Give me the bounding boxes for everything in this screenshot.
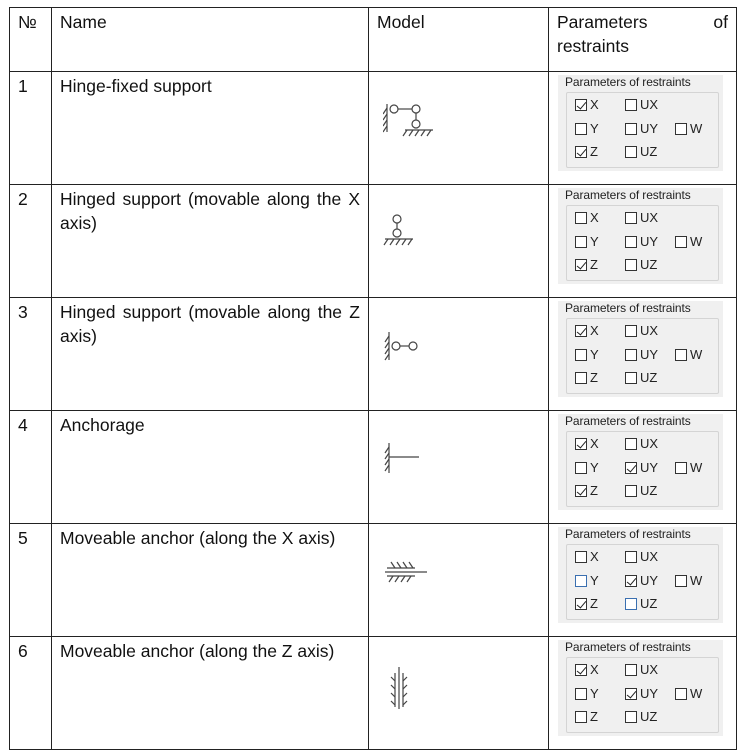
row-name-cell [52,637,369,750]
row-parameters-cell [549,411,737,524]
checkbox-label: UX [640,210,659,225]
checkbox-label: X [590,97,599,112]
row-model-cell [369,298,549,411]
row-parameters-cell [549,298,737,411]
checkbox-label: Z [590,257,598,272]
checkbox-box[interactable] [625,349,637,361]
checkbox-z[interactable] [575,253,598,277]
panel-title: Parameters of restraints [565,414,691,428]
checkbox-label: Y [590,573,599,588]
checkbox-ux[interactable] [625,319,658,343]
checkbox-box[interactable] [575,462,587,474]
row-name-cell [52,524,369,637]
row-number: 3 [10,298,52,411]
checkbox-label: UZ [640,257,658,272]
restraints-panel [558,527,723,623]
checkbox-box[interactable] [625,688,637,700]
checkbox-uz[interactable] [625,479,657,503]
row-number: 6 [10,637,52,750]
row-name-cell [52,72,369,185]
checkbox-z[interactable] [575,592,598,616]
checkbox-label: UY [640,234,659,249]
row-number: 1 [10,72,52,185]
restraints-panel [558,75,723,171]
header-parameters [549,8,737,72]
checkbox-uy[interactable] [625,682,658,706]
checkbox-label: W [690,460,703,475]
row-number: 4 [10,411,52,524]
checkbox-label: W [690,686,703,701]
checkbox-ux[interactable] [625,658,658,682]
table-row [10,411,737,524]
checkbox-z[interactable] [575,140,598,164]
checkbox-label: UX [640,436,659,451]
checkbox-box[interactable] [575,598,587,610]
checkbox-label: UY [640,460,659,475]
checkbox-w[interactable] [675,569,702,593]
checkbox-uz[interactable] [625,253,657,277]
checkbox-label: Z [590,709,598,724]
checkbox-label: W [690,347,703,362]
checkbox-ux[interactable] [625,206,658,230]
restraints-panel [558,301,723,397]
checkbox-label: Y [590,234,599,249]
restraints-table [9,7,737,750]
restraints-panel [558,640,723,736]
checkbox-label: UX [640,549,659,564]
checkbox-label: UY [640,686,659,701]
panel-title: Parameters of restraints [565,301,691,315]
checkbox-box[interactable] [575,325,587,337]
checkbox-uy[interactable] [625,230,658,254]
checkbox-box[interactable] [625,212,637,224]
checkbox-y[interactable] [575,343,599,367]
checkbox-z[interactable] [575,705,598,729]
checkbox-label: UX [640,323,659,338]
checkbox-w[interactable] [675,230,702,254]
checkbox-box[interactable] [575,349,587,361]
checkbox-box[interactable] [575,259,587,271]
checkbox-label: UZ [640,596,658,611]
row-name: Moveable anchor (along the X axis) [60,528,336,548]
table-row [10,72,737,185]
checkbox-box[interactable] [625,711,637,723]
checkbox-uz[interactable] [625,592,657,616]
row-name: Hinge-fixed support [60,76,212,96]
checkbox-ux[interactable] [625,93,658,117]
checkbox-uy[interactable] [625,117,658,141]
checkbox-label: UY [640,573,659,588]
panel-title: Parameters of restraints [565,527,691,541]
checkbox-y[interactable] [575,117,599,141]
checkbox-uz[interactable] [625,366,657,390]
checkbox-w[interactable] [675,343,702,367]
checkbox-label: UX [640,97,659,112]
checkbox-label: W [690,121,703,136]
checkbox-label: Z [590,596,598,611]
checkbox-box[interactable] [625,99,637,111]
header-number: № [10,8,52,72]
row-name: Moveable anchor (along the Z axis) [60,641,335,661]
checkbox-box[interactable] [675,462,687,474]
checkbox-label: Y [590,121,599,136]
checkbox-box[interactable] [575,711,587,723]
row-name: Hinged support (movable along the Z axis) [60,302,360,346]
checkbox-box[interactable] [625,551,637,563]
checkbox-box[interactable] [575,146,587,158]
row-name-cell [52,411,369,524]
checkbox-box[interactable] [575,123,587,135]
checkbox-box[interactable] [675,575,687,587]
row-model-cell [369,185,549,298]
checkbox-uy[interactable] [625,569,658,593]
checkbox-label: X [590,662,599,677]
checkbox-label: W [690,234,703,249]
checkbox-w[interactable] [675,456,702,480]
checkbox-x[interactable] [575,432,599,456]
checkbox-box[interactable] [625,259,637,271]
checkbox-box[interactable] [575,688,587,700]
panel-title: Parameters of restraints [565,188,691,202]
checkbox-box[interactable] [625,123,637,135]
header-parameters-word2: of [713,12,728,32]
checkbox-box[interactable] [575,99,587,111]
checkbox-label: UZ [640,370,658,385]
checkbox-uy[interactable] [625,343,658,367]
checkbox-label: UY [640,121,659,136]
restraints-panel [558,414,723,510]
table-row [10,637,737,750]
checkbox-box[interactable] [625,372,637,384]
checkbox-box[interactable] [675,236,687,248]
header-parameters-word1: Parameters [557,12,648,32]
checkbox-label: UZ [640,483,658,498]
checkbox-uz[interactable] [625,705,657,729]
restraints-panel [558,188,723,284]
checkbox-box[interactable] [675,688,687,700]
checkbox-label: UZ [640,709,658,724]
checkbox-box[interactable] [675,349,687,361]
checkbox-label: Z [590,144,598,159]
checkbox-label: UZ [640,144,658,159]
row-name: Anchorage [60,415,145,435]
checkbox-y[interactable] [575,230,599,254]
row-parameters-cell [549,524,737,637]
checkbox-label: UY [640,347,659,362]
checkbox-box[interactable] [575,551,587,563]
checkbox-label: X [590,210,599,225]
checkbox-ux[interactable] [625,545,658,569]
checkbox-label: Y [590,686,599,701]
checkbox-box[interactable] [625,236,637,248]
checkbox-label: UX [640,662,659,677]
row-number: 2 [10,185,52,298]
checkbox-label: W [690,573,703,588]
row-model-cell [369,637,549,750]
checkbox-box[interactable] [625,575,637,587]
checkbox-label: Z [590,370,598,385]
checkbox-box[interactable] [575,485,587,497]
checkbox-w[interactable] [675,117,702,141]
checkbox-box[interactable] [625,462,637,474]
header-parameters-word3: restraints [557,36,629,56]
checkbox-label: Y [590,347,599,362]
panel-title: Parameters of restraints [565,75,691,89]
checkbox-x[interactable] [575,206,599,230]
row-parameters-cell [549,637,737,750]
header-row [10,8,737,72]
checkbox-w[interactable] [675,682,702,706]
checkbox-ux[interactable] [625,432,658,456]
checkbox-label: X [590,436,599,451]
panel-title: Parameters of restraints [565,640,691,654]
checkbox-y[interactable] [575,682,599,706]
checkbox-label: X [590,549,599,564]
checkbox-box[interactable] [675,123,687,135]
checkbox-x[interactable] [575,658,599,682]
table-row [10,298,737,411]
row-number: 5 [10,524,52,637]
checkbox-x[interactable] [575,545,599,569]
checkbox-box[interactable] [575,575,587,587]
checkbox-z[interactable] [575,479,598,503]
row-model-cell [369,72,549,185]
table-row [10,524,737,637]
checkbox-box[interactable] [625,146,637,158]
checkbox-box[interactable] [625,485,637,497]
checkbox-box[interactable] [575,664,587,676]
checkbox-uy[interactable] [625,456,658,480]
checkbox-box[interactable] [575,372,587,384]
header-model: Model [369,8,549,72]
checkbox-box[interactable] [575,236,587,248]
header-name: Name [52,8,369,72]
checkbox-box[interactable] [625,664,637,676]
checkbox-label: Y [590,460,599,475]
row-name: Hinged support (movable along the X axis) [60,189,360,233]
checkbox-z[interactable] [575,366,598,390]
table-row [10,185,737,298]
row-model-cell [369,411,549,524]
row-name-cell [52,185,369,298]
checkbox-y[interactable] [575,456,599,480]
checkbox-uz[interactable] [625,140,657,164]
row-parameters-cell [549,185,737,298]
checkbox-box[interactable] [575,438,587,450]
checkbox-box[interactable] [575,212,587,224]
checkbox-box[interactable] [625,325,637,337]
checkbox-x[interactable] [575,319,599,343]
row-parameters-cell [549,72,737,185]
row-name-cell [52,298,369,411]
checkbox-x[interactable] [575,93,599,117]
row-model-cell [369,524,549,637]
checkbox-box[interactable] [625,598,637,610]
checkbox-box[interactable] [625,438,637,450]
checkbox-label: Z [590,483,598,498]
checkbox-y[interactable] [575,569,599,593]
checkbox-label: X [590,323,599,338]
